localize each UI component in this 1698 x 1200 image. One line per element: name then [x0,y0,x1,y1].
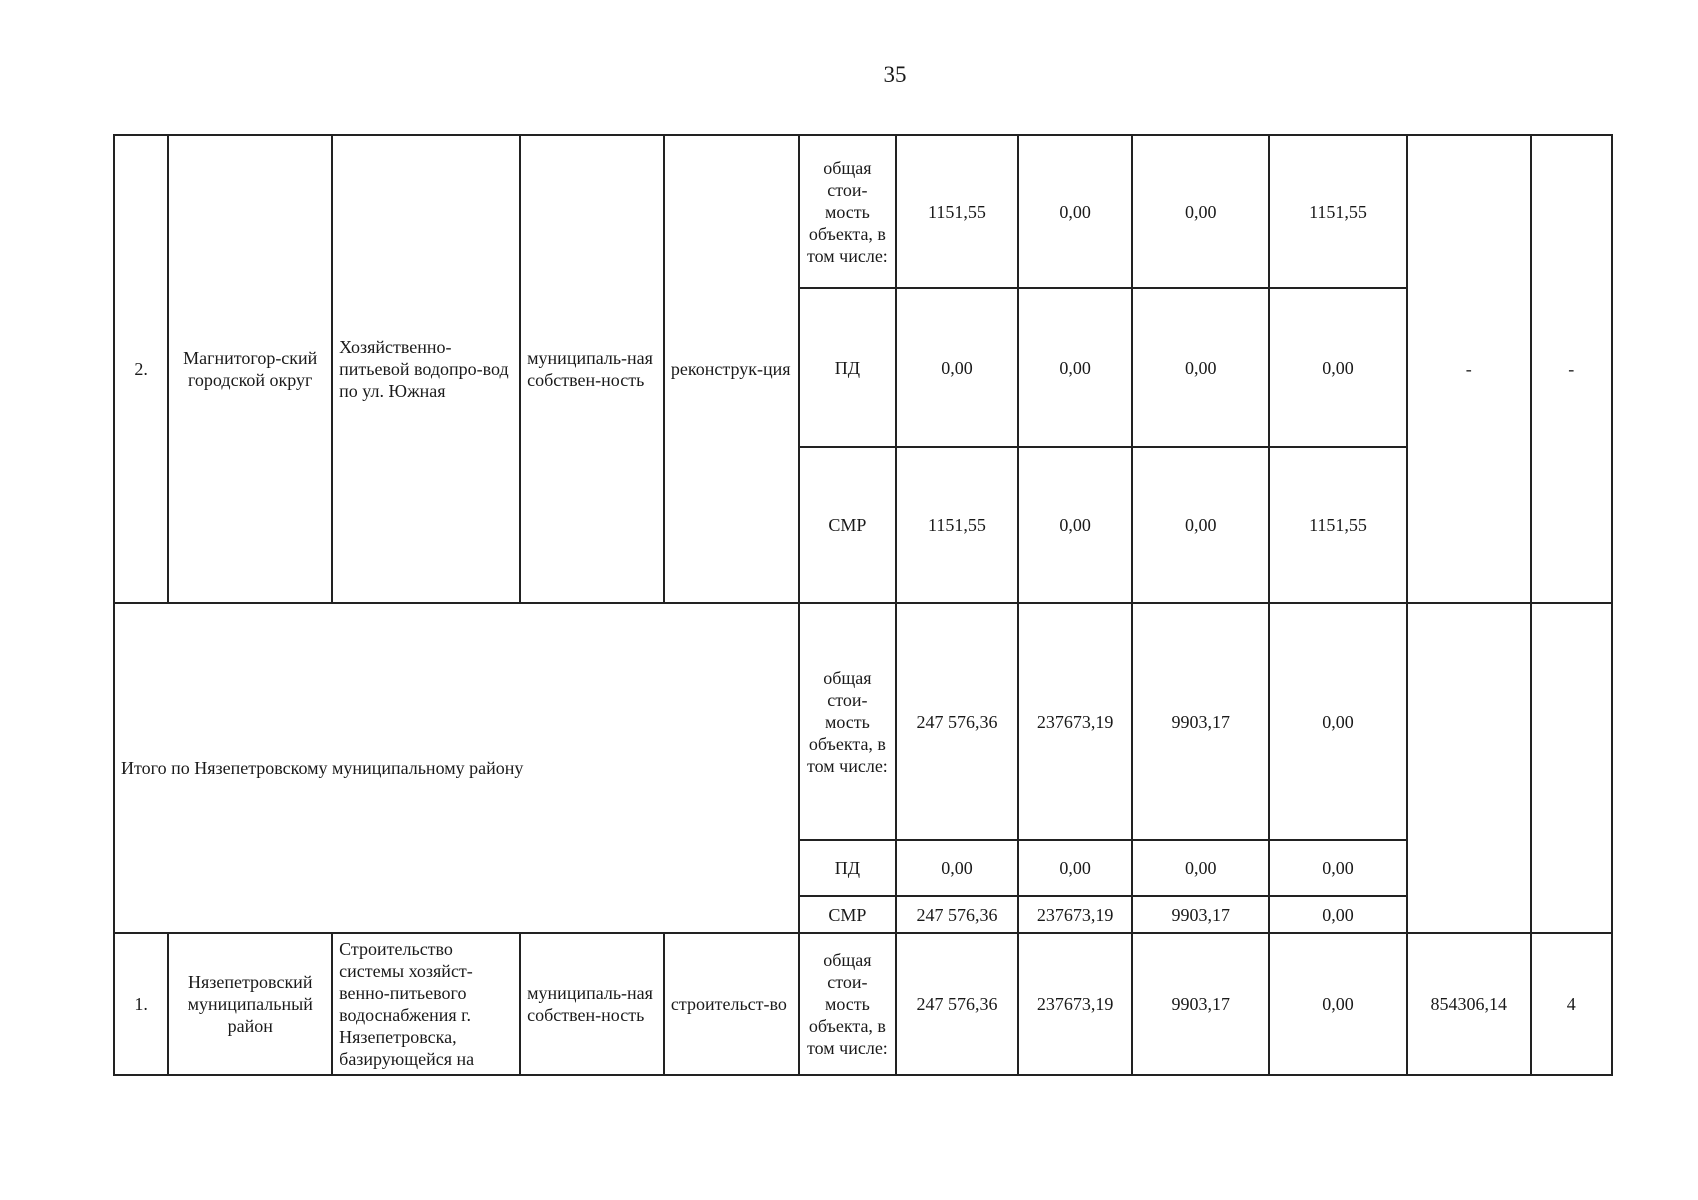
value-cell: 0,00 [1132,288,1269,447]
municipality-cell: Магнитогор-ский городской округ [168,135,332,603]
value-cell: 237673,19 [1018,896,1133,933]
smr-label: СМР [799,896,897,933]
value-cell: 0,00 [1018,288,1133,447]
value-cell: 0,00 [1269,603,1407,840]
work-type-cell: реконструк-ция [664,135,799,603]
value-cell: 1151,55 [896,135,1018,288]
table-row [114,933,1612,1075]
extra-value-b: 4 [1531,933,1612,1075]
total-row [114,603,1612,840]
work-type-cell: строительст-во [664,933,799,1075]
pd-label: ПД [799,840,897,896]
value-cell: 0,00 [1132,135,1269,288]
pd-label: ПД [799,288,897,447]
ownership-cell: муниципаль-ная собствен-ность [520,933,664,1075]
value-cell: 0,00 [1018,135,1133,288]
investment-table [113,134,1613,1076]
table-row [114,135,1612,288]
value-cell: 0,00 [1269,288,1407,447]
value-cell: 237673,19 [1018,603,1133,840]
value-cell: 0,00 [1132,447,1269,603]
value-cell: 237673,19 [1018,933,1133,1075]
ownership-cell: муниципаль-ная собствен-ность [520,135,664,603]
total-label: Итого по Нязепетровскому муниципальному району [114,603,799,933]
cost-total-label: общая стои-мость объекта, в том числе: [799,933,897,1075]
value-cell: 0,00 [1269,896,1407,933]
value-cell: 1151,55 [1269,447,1407,603]
object-name-cell: Хозяйственно-питьевой водопро-вод по ул. Южная [332,135,520,603]
value-cell: 0,00 [896,288,1018,447]
extra-value-a: 854306,14 [1407,933,1531,1075]
value-cell: 0,00 [1132,840,1269,896]
extra-value-b: - [1531,135,1612,603]
empty-cell [1407,603,1531,933]
row-number: 2. [114,135,168,603]
value-cell: 0,00 [1018,447,1133,603]
value-cell: 0,00 [1269,933,1407,1075]
smr-label: СМР [799,447,897,603]
page-number: 35 [883,62,907,87]
value-cell: 0,00 [896,840,1018,896]
value-cell: 9903,17 [1132,603,1269,840]
value-cell: 247 576,36 [896,603,1018,840]
value-cell: 1151,55 [1269,135,1407,288]
row-number: 1. [114,933,168,1075]
value-cell: 9903,17 [1132,933,1269,1075]
cost-total-label: общая стои-мость объекта, в том числе: [799,135,897,288]
cost-total-label: общая стои-мость объекта, в том числе: [799,603,897,840]
municipality-cell: Нязепетровский муниципальный район [168,933,332,1075]
empty-cell [1531,603,1612,933]
value-cell: 0,00 [1018,840,1133,896]
object-name-cell: Строительство системы хозяйст-венно-питьевого водоснабжения г. Нязепетровска, базирующейся на [332,933,520,1075]
value-cell: 0,00 [1269,840,1407,896]
value-cell: 247 576,36 [896,933,1018,1075]
value-cell: 247 576,36 [896,896,1018,933]
extra-value-a: - [1407,135,1531,603]
value-cell: 9903,17 [1132,896,1269,933]
value-cell: 1151,55 [896,447,1018,603]
